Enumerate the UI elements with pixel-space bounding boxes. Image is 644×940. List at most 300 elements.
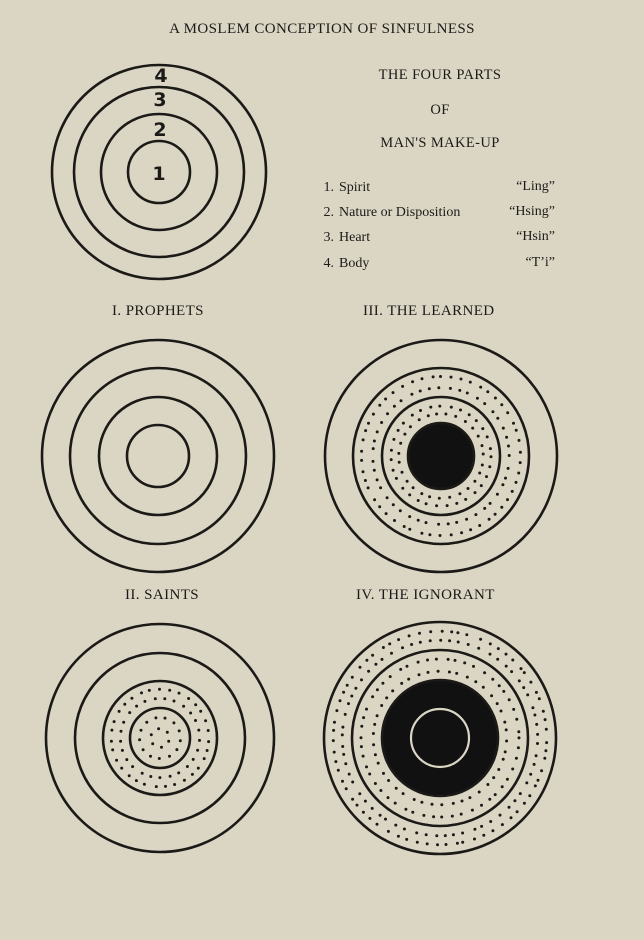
stipple-dot [135, 779, 138, 782]
stipple-dot [439, 534, 442, 537]
stipple-dot [485, 475, 488, 478]
stipple-dot [154, 697, 157, 700]
stipple-dot [508, 698, 511, 701]
stipple-dot [488, 518, 491, 521]
stipple-dot [436, 843, 439, 846]
stipple-dot [455, 521, 458, 524]
stipple-dot [418, 632, 421, 635]
stipple-dot [173, 783, 176, 786]
stipple-dot [505, 436, 508, 439]
stipple-dot [345, 787, 348, 790]
stipple-dot [471, 809, 474, 812]
stipple-dot [505, 740, 508, 743]
stipple-dot [535, 754, 538, 757]
stipple-dot [163, 697, 166, 700]
stipple-dot [536, 742, 539, 745]
stipple-dot [384, 818, 387, 821]
stipple-dot [368, 817, 371, 820]
stipple-dot [440, 816, 443, 819]
stipple-dot [393, 405, 396, 408]
ring-number-1: 1 [152, 163, 166, 185]
stipple-dot [435, 504, 438, 507]
stipple-dot [516, 810, 519, 813]
caption-saints: II. SAINTS [125, 587, 199, 603]
stipple-dot [491, 678, 494, 681]
stipple-dot [351, 781, 354, 784]
stipple-dot [392, 391, 395, 394]
stipple-dot [448, 496, 451, 499]
stipple-dot [475, 419, 478, 422]
stipple-dot [535, 691, 538, 694]
stipple-dot [435, 834, 438, 837]
stipple-dot [387, 830, 390, 833]
stipple-dot [425, 521, 428, 524]
stipple-dot [429, 630, 432, 633]
stipple-dot [478, 791, 481, 794]
stipple-dot [155, 785, 158, 788]
stipple-dot [334, 760, 337, 763]
stipple-dot [377, 762, 380, 765]
stipple-dot [401, 471, 404, 474]
stipple-dot [356, 804, 359, 807]
page-title: A MOSLEM CONCEPTION OF SINFULNESS [169, 21, 475, 37]
stipple-dot [458, 389, 461, 392]
stipple-dot [508, 454, 511, 457]
stipple-dot [474, 680, 477, 683]
stipple-dot [365, 659, 368, 662]
stipple-dot [512, 708, 515, 711]
legend-number: 4. [323, 256, 334, 271]
stipple-dot [477, 647, 480, 650]
stipple-dot [344, 762, 347, 765]
stipple-dot [457, 641, 460, 644]
stipple-dot [479, 638, 482, 641]
stipple-dot [456, 631, 459, 634]
stipple-dot [140, 691, 143, 694]
stipple-dot [515, 481, 518, 484]
stipple-dot [439, 375, 442, 378]
stipple-dot [140, 729, 143, 732]
stipple-dot [380, 421, 383, 424]
stipple-dot [157, 727, 160, 730]
stipple-dot [533, 763, 536, 766]
stipple-dot [393, 519, 396, 522]
stipple-dot [196, 749, 199, 752]
stipple-dot [172, 721, 175, 724]
stipple-dot [520, 667, 523, 670]
ring-heart [75, 653, 245, 823]
stipple-dot [465, 518, 468, 521]
stipple-dot [437, 670, 440, 673]
ring-spirit [127, 425, 189, 487]
stipple-dot [392, 503, 395, 506]
stipple-dot [448, 639, 451, 642]
stipple-dot [545, 728, 548, 731]
stipple-dot [463, 661, 466, 664]
stipple-dot [418, 673, 421, 676]
stipple-dot [505, 653, 508, 656]
stipple-dot [119, 740, 122, 743]
stipple-dot [496, 658, 499, 661]
stipple-dot [519, 461, 522, 464]
caption-ignorant: IV. THE IGNORANT [356, 587, 495, 603]
stipple-dot [504, 750, 507, 753]
stipple-dot [460, 813, 463, 816]
stipple-dot [418, 418, 421, 421]
stipple-dot [351, 676, 354, 679]
stipple-dot [498, 684, 501, 687]
key-heading-line-1: THE FOUR PARTS [378, 67, 502, 83]
stipple-dot [376, 478, 379, 481]
stipple-dot [529, 773, 532, 776]
stipple-dot [341, 733, 344, 736]
stipple-dot [143, 700, 146, 703]
stipple-dot [447, 522, 450, 525]
ring-nature-dark [382, 680, 498, 796]
stipple-dot [465, 633, 468, 636]
stipple-dot [503, 721, 506, 724]
stipple-dot [348, 773, 351, 776]
stipple-dot [408, 493, 411, 496]
stipple-dot [390, 458, 393, 461]
stipple-dot [506, 778, 509, 781]
stipple-dot [404, 808, 407, 811]
stipple-dot [504, 477, 507, 480]
stipple-dot [461, 841, 464, 844]
stipple-dot [426, 659, 429, 662]
stipple-dot [364, 479, 367, 482]
stipple-dot [519, 451, 522, 454]
stipple-dot [411, 811, 414, 814]
stipple-dot [367, 670, 370, 673]
stipple-dot [431, 803, 434, 806]
stipple-dot [332, 739, 335, 742]
stipple-dot [360, 736, 363, 739]
stipple-dot [500, 506, 503, 509]
stipple-dot [426, 842, 429, 845]
stipple-dot [182, 705, 185, 708]
stipple-dot [373, 469, 376, 472]
ring-body [42, 340, 274, 572]
stipple-dot [183, 779, 186, 782]
stipple-dot [391, 689, 394, 692]
stipple-dot [367, 486, 370, 489]
stipple-dot [507, 467, 510, 470]
stipple-dot [523, 671, 526, 674]
stipple-dot [489, 642, 492, 645]
stipple-dot [500, 403, 503, 406]
stipple-dot [335, 709, 338, 712]
stipple-dot [452, 802, 455, 805]
ring-body [46, 624, 274, 852]
stipple-dot [467, 487, 470, 490]
diagram-prophets [42, 340, 274, 572]
stipple-dot [347, 702, 350, 705]
stipple-dot [378, 404, 381, 407]
stipple-dot [451, 815, 454, 818]
stipple-dot [173, 700, 176, 703]
legend-number: 1. [323, 180, 334, 195]
stipple-dot [505, 728, 508, 731]
stipple-dot [168, 689, 171, 692]
stipple-dot [194, 719, 197, 722]
stipple-dot [437, 386, 440, 389]
stipple-dot [385, 512, 388, 515]
stipple-dot [432, 815, 435, 818]
stipple-dot [405, 838, 408, 841]
stipple-dot [435, 658, 438, 661]
stipple-dot [397, 835, 400, 838]
stipple-dot [497, 647, 500, 650]
stipple-dot [537, 779, 540, 782]
stipple-dot [378, 505, 381, 508]
stipple-dot [365, 765, 368, 768]
stipple-dot [488, 798, 491, 801]
stipple-dot [486, 435, 489, 438]
stipple-dot [376, 823, 379, 826]
ring-number-3: 3 [153, 89, 167, 111]
stipple-dot [350, 695, 353, 698]
stipple-dot [341, 726, 344, 729]
stipple-dot [543, 757, 546, 760]
stipple-dot [455, 672, 458, 675]
stipple-dot [359, 666, 362, 669]
stipple-dot [438, 405, 441, 408]
stipple-dot [535, 723, 538, 726]
legend-term: “T’i” [525, 255, 555, 270]
stipple-dot [154, 716, 157, 719]
stipple-dot [408, 515, 411, 518]
stipple-dot [507, 445, 510, 448]
legend-label: Spirit [339, 180, 371, 195]
stipple-dot [207, 740, 210, 743]
stipple-dot [445, 843, 448, 846]
stipple-dot [395, 787, 398, 790]
stipple-dot [186, 765, 189, 768]
stipple-dot [379, 789, 382, 792]
stipple-dot [382, 772, 385, 775]
stipple-dot [499, 814, 502, 817]
stipple-dot [187, 697, 190, 700]
stipple-dot [518, 679, 521, 682]
stipple-dot [511, 490, 514, 493]
stipple-dot [545, 741, 548, 744]
stipple-dot [358, 792, 361, 795]
stipple-dot [400, 682, 403, 685]
stipple-dot [403, 433, 406, 436]
stipple-dot [413, 798, 416, 801]
stipple-dot [491, 829, 494, 832]
stipple-dot [409, 425, 412, 428]
stipple-dot [191, 773, 194, 776]
stipple-dot [481, 427, 484, 430]
stipple-dot [446, 504, 449, 507]
stipple-dot [373, 440, 376, 443]
legend-label: Nature or Disposition [339, 205, 461, 220]
stipple-dot [528, 794, 531, 797]
stipple-dot [372, 413, 375, 416]
stipple-dot [429, 639, 432, 642]
stipple-dot [419, 409, 422, 412]
stipple-dot [398, 461, 401, 464]
stipple-dot [472, 665, 475, 668]
stipple-dot [506, 498, 509, 501]
stipple-dot [122, 721, 125, 724]
ring-nature [99, 397, 217, 515]
stipple-dot [515, 718, 518, 721]
stipple-dot [204, 719, 207, 722]
stipple-dot [389, 675, 392, 678]
stipple-dot [461, 832, 464, 835]
stipple-dot [166, 731, 169, 734]
stipple-dot [490, 694, 493, 697]
stipple-dot [379, 486, 382, 489]
stipple-dot [177, 771, 180, 774]
stipple-dot [501, 823, 504, 826]
stipple-dot [544, 749, 547, 752]
stipple-dot [337, 769, 340, 772]
ring-number-2: 2 [153, 119, 167, 141]
stipple-dot [515, 757, 518, 760]
stipple-dot [417, 499, 420, 502]
stipple-dot [130, 697, 133, 700]
stipple-dot [387, 779, 390, 782]
stipple-dot [464, 420, 467, 423]
stipple-dot [399, 442, 402, 445]
stipple-dot [399, 509, 402, 512]
stipple-dot [435, 413, 438, 416]
stipple-dot [461, 800, 464, 803]
stipple-dot [506, 411, 509, 414]
stipple-dot [123, 703, 126, 706]
legend-label: Heart [339, 230, 371, 245]
stipple-dot [454, 415, 457, 418]
stipple-dot [469, 381, 472, 384]
stipple-dot [158, 757, 161, 760]
stipple-dot [417, 661, 420, 664]
stipple-dot [519, 792, 522, 795]
stipple-dot [444, 413, 447, 416]
stipple-dot [364, 429, 367, 432]
stipple-dot [474, 491, 477, 494]
stipple-dot [403, 525, 406, 528]
stipple-dot [448, 671, 451, 674]
stipple-dot [447, 658, 450, 661]
stipple-dot [464, 498, 467, 501]
stipple-dot [360, 459, 363, 462]
stipple-dot [406, 480, 409, 483]
stipple-dot [397, 429, 400, 432]
saints-spirit-stipple [138, 716, 182, 760]
stipple-dot [466, 676, 469, 679]
stipple-dot [481, 464, 484, 467]
stipple-dot [346, 684, 349, 687]
stipple-dot [483, 507, 486, 510]
stipple-dot [401, 646, 404, 649]
stipple-dot [468, 796, 471, 799]
stipple-dot [494, 397, 497, 400]
stipple-dot [118, 710, 121, 713]
stipple-dot [511, 659, 514, 662]
stipple-dot [339, 699, 342, 702]
stipple-dot [518, 439, 521, 442]
stipple-dot [450, 533, 453, 536]
stipple-dot [197, 729, 200, 732]
stipple-dot [158, 688, 161, 691]
legend-label: Body [339, 256, 370, 271]
stipple-dot [392, 469, 395, 472]
stipple-dot [525, 781, 528, 784]
stipple-dot [372, 460, 375, 463]
stipple-dot [110, 740, 113, 743]
stipple-dot [508, 806, 511, 809]
stipple-dot [523, 802, 526, 805]
stipple-dot [365, 708, 368, 711]
stipple-dot [419, 641, 422, 644]
stipple-dot [179, 739, 182, 742]
stipple-dot [428, 495, 431, 498]
stipple-dot [449, 387, 452, 390]
stipple-dot [515, 429, 518, 432]
stipple-dot [374, 663, 377, 666]
stipple-dot [341, 745, 344, 748]
stipple-dot [415, 831, 418, 834]
caption-prophets: I. PROPHETS [112, 303, 204, 319]
stipple-dot [397, 452, 400, 455]
stipple-dot [482, 453, 485, 456]
stipple-dot [432, 375, 435, 378]
stipple-dot [194, 703, 197, 706]
stipple-dot [460, 378, 463, 381]
stipple-dot [342, 691, 345, 694]
stipple-dot [178, 729, 181, 732]
stipple-dot [421, 377, 424, 380]
stipple-dot [373, 498, 376, 501]
stipple-dot [381, 658, 384, 661]
stipple-dot [120, 730, 123, 733]
stipple-dot [512, 422, 515, 425]
stipple-dot [384, 398, 387, 401]
stipple-dot [412, 486, 415, 489]
stipple-dot [455, 502, 458, 505]
stipple-dot [408, 634, 411, 637]
stipple-dot [411, 414, 414, 417]
stipple-dot [510, 670, 513, 673]
stipple-dot [333, 721, 336, 724]
stipple-dot [374, 753, 377, 756]
stipple-dot [428, 533, 431, 536]
stipple-dot [362, 470, 365, 473]
stipple-dot [198, 739, 201, 742]
stipple-dot [175, 748, 178, 751]
stipple-dot [138, 738, 141, 741]
ring-numbers [152, 65, 167, 185]
stipple-dot [420, 532, 423, 535]
stipple-dot [128, 774, 131, 777]
stipple-dot [417, 519, 420, 522]
stipple-dot [496, 493, 499, 496]
stipple-dot [486, 390, 489, 393]
stipple-dot [145, 721, 148, 724]
stipple-dot [540, 769, 543, 772]
stipple-dot [397, 638, 400, 641]
stipple-dot [544, 718, 547, 721]
stipple-dot [360, 678, 363, 681]
key-heading-line-3: MAN'S MAKE-UP [380, 135, 500, 151]
stipple-dot [395, 477, 398, 480]
stipple-dot [189, 712, 192, 715]
stipple-dot [454, 659, 457, 662]
